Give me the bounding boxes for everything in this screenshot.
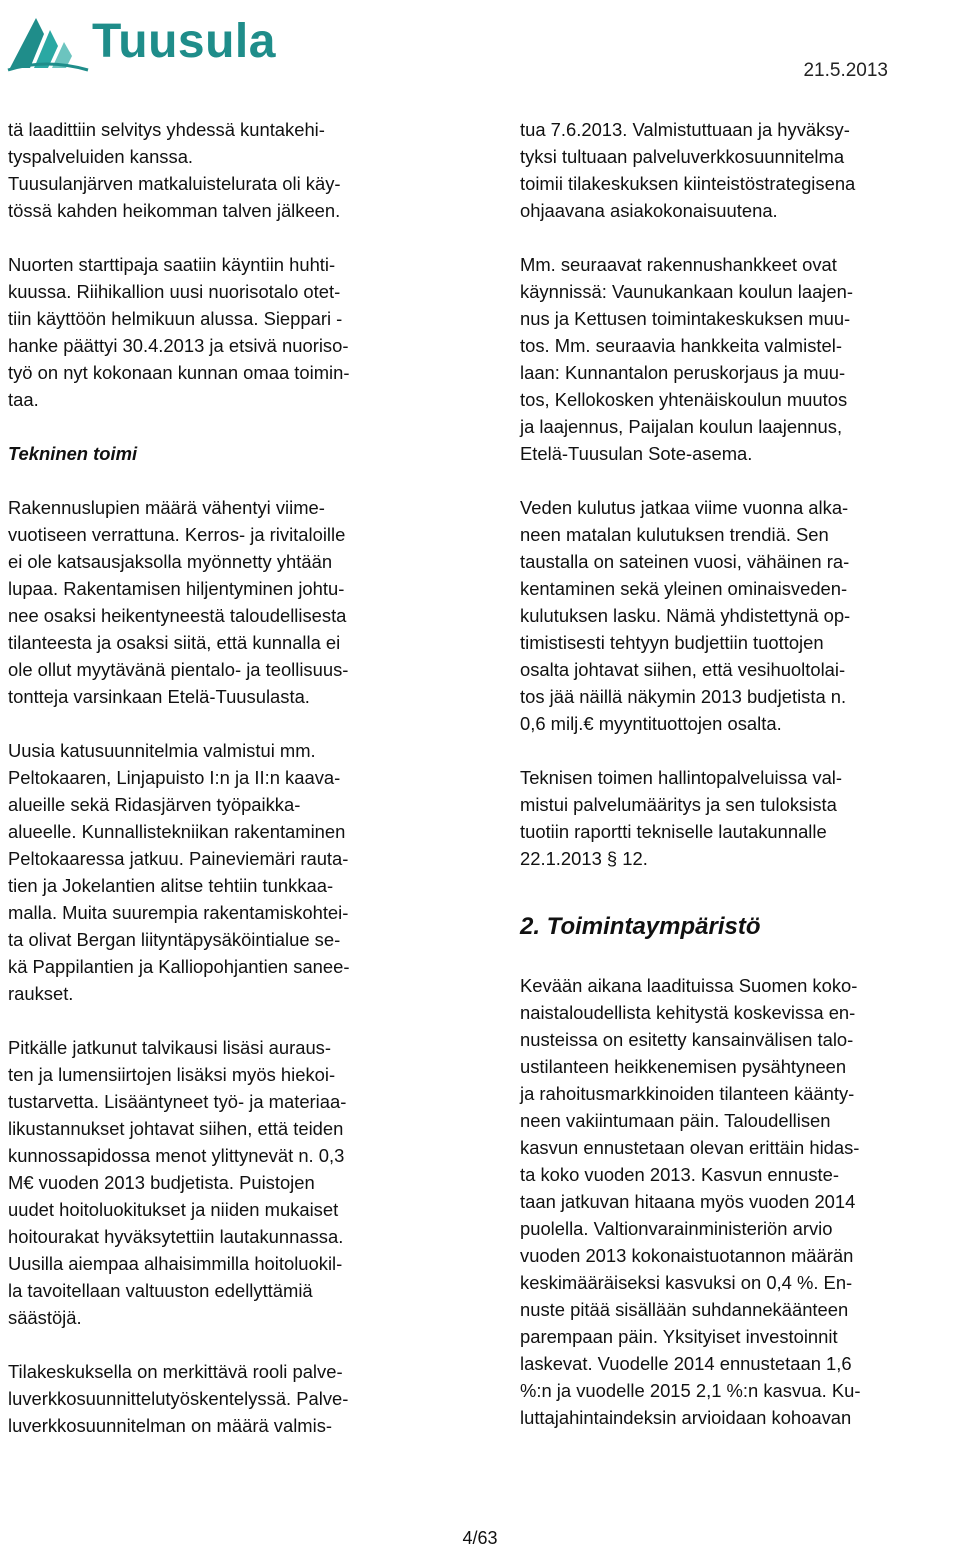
left-paragraph-3: Rakennuslupien määrä vähentyi viime- vuotiseen verrattuna. Kerros- ja rivitaloille ei ole katsausjaksolla myönnetty yhtään lupaa. Rakentamisen hiljentyminen johtu- nee osaksi heikentyneestä taloudellisesta tilanteesta ja osaksi siitä, että kunnalla ei ole ollut myytävänä pientalo- ja teollisuus- tontteja varsinkaan Etelä-Tuusulasta. (8, 497, 349, 707)
left-paragraph-5: Pitkälle jatkunut talvikausi lisäsi auraus- ten ja lumensiirtojen lisäksi myös hiekoi- tustarvetta. Lisääntyneet työ- ja materiaa- likustannukset johtavat siihen, että teiden kunnossapidossa menot ylittynevät n. 0,3 M€ vuoden 2013 budjetista. Puistojen uudet hoitoluokitukset ja niiden mukaiset hoitourakat hyväksytettiin lautakunnassa. Uusilla aiempaa alhaisimmilla hoitoluokil- la tavoitellaan valtuuston edellyttämiä säästöjä. (8, 1037, 347, 1328)
chapter-heading: 2. Toimintaympäristö (520, 913, 761, 940)
tuusula-logo (6, 8, 306, 74)
page-header (0, 0, 960, 100)
right-paragraph-1: tua 7.6.2013. Valmistuttuaan ja hyväksy- tyksi tultuaan palveluverkkosuunnitelma toimii tilakeskuksen kiinteistöstrategisena ohjaavana asiakokonaisuutena. (520, 119, 856, 221)
left-paragraph-2: Nuorten starttipaja saatiin käyntiin huhti- kuussa. Riihikallion uusi nuorisotalo otet- tiin käyttöön helmikuun alussa. Sieppari - hanke päättyi 30.4.2013 ja etsivä nuoriso- työ on nyt kokonaan kunnan omaa toimin- taa. (8, 254, 350, 410)
left-column (8, 116, 456, 1466)
right-paragraph-4: Teknisen toimen hallintopalveluissa val- mistui palvelumääritys ja sen tuloksista tuotiin raportti tekniselle lautakunnalle 22.1.2013 § 12. (520, 767, 843, 869)
logo-text: Tuusula (92, 15, 276, 68)
left-paragraph-6: Tilakeskuksella on merkittävä rooli palve- luverkkosuunnittelutyöskentelyssä. Palve- luverkkosuunnitelman on määrä valmis- (8, 1361, 349, 1436)
right-column (520, 116, 952, 1458)
left-paragraph-4: Uusia katusuunnitelmia valmistui mm. Peltokaaren, Linjapuisto I:n ja II:n kaava- alueille sekä Ridasjärven työpaikka- alueelle. Kunnallistekniikan rakentaminen Peltokaaressa jatkuu. Paineviemäri rauta- tien ja Jokelantien alitse tehtiin tunkkaa- malla. Muita suurempia rakentamiskohtei- ta olivat Bergan liityntäpysäköintialue se- kä Pappilantien ja Kalliopohjantien sanee- raukset. (8, 740, 350, 1004)
page-number: 4/63 (462, 1528, 498, 1548)
document-date: 21.5.2013 (803, 60, 888, 81)
tuusula-emblem-icon (6, 8, 90, 72)
right-paragraph-3: Veden kulutus jatkaa viime vuonna alka- neen matalan kulutuksen trendiä. Sen taustalla on sateinen vuosi, vähäinen ra- kentaminen sekä yleinen ominaisveden- kulutuksen lasku. Nämä yhdistettynä op- timistisesti tehtyyn budjettiin tuottojen osalta johtavat siihen, että vesihuoltolai- tos jää näillä näkymin 2013 budjetista n. 0,6 milj.€ myyntituottojen osalta. (520, 497, 851, 734)
left-paragraph-1: tä laadittiin selvitys yhdessä kuntakehi- tyspalveluiden kanssa. Tuusulanjärven matkaluistelurata oli käy- tössä kahden heikomman talven jälkeen. (8, 119, 341, 221)
section-subheading: Tekninen toimi (8, 443, 138, 464)
right-paragraph-5: Kevään aikana laadituissa Suomen koko- naistaloudellista kehitystä koskevissa en- nusteissa on esitetty kansainvälisen talo- ustilanteen heikkenemisen pysähtyneen ja rahoitusmarkkinoiden tilanteen käänty- neen vakiintumaan päin. Taloudellisen kasvun ennustetaan olevan erittäin hidas- ta koko vuoden 2013. Kasvun ennuste- taan jatkuvan hitaana myös vuoden 2014 puolella. Valtionvarainministeriön arvio vuoden 2013 kokonaistuotannon määrän keskimääräiseksi kasvuksi on 0,4 %. En- nuste pitää sisällään suhdannekäänteen parempaan päin. Yksityiset investoinnit laskevat. Vuodelle 2014 ennustetaan 1,6 %:n ja vuodelle 2015 2,1 %:n kasvua. Ku- luttajahintaindeksin arvioidaan kohoavan (520, 975, 861, 1428)
right-paragraph-2: Mm. seuraavat rakennushankkeet ovat käynnissä: Vaunukankaan koulun laajen- nus ja Kettusen toimintakeskuksen muu- tos. Mm. seuraavia hankkeita valmistel- laan: Kunnantalon peruskorjaus ja muu- tos, Kellokosken yhtenäiskoulun muutos ja laajennus, Paijalan koulun laajennus, Etelä-Tuusulan Sote-asema. (520, 254, 853, 464)
